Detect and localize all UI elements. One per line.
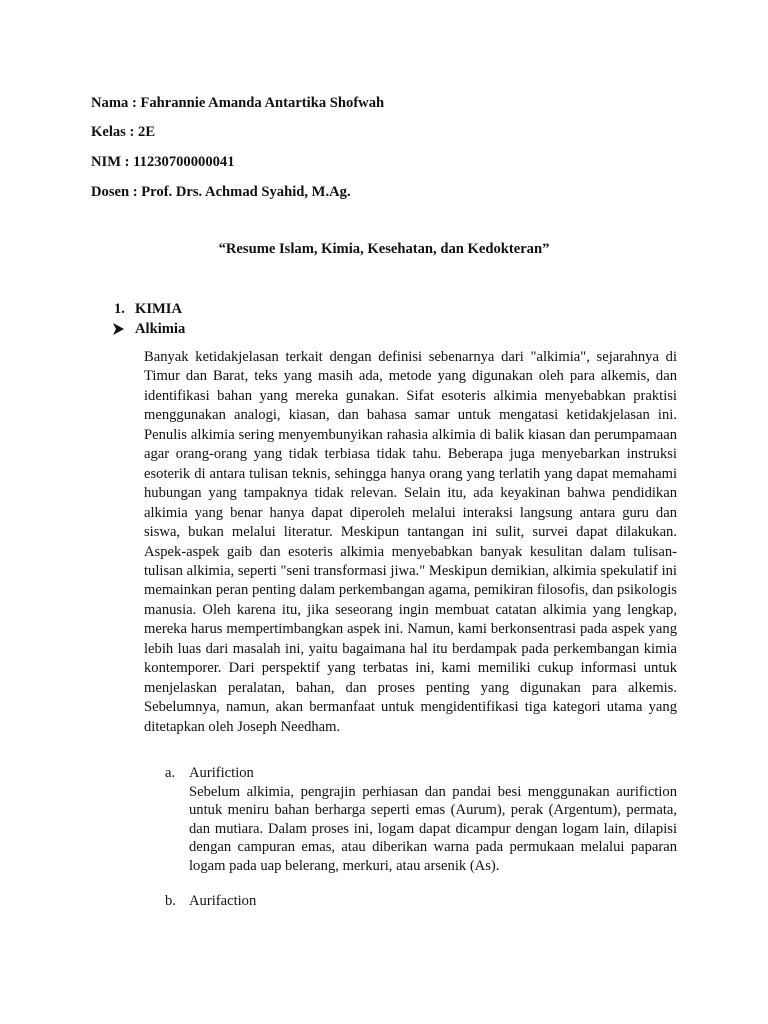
student-class: Kelas : 2E — [91, 124, 156, 140]
subsection-paragraph: Banyak ketidakjelasan terkait dengan definisi sebenarnya dari "alkimia", sejarahnya di Timur dan Barat, teks yang masih ada, metode yang digunakan oleh para alkemis, dan identifikasi bahan yang mereka gunakan. Sifat esoteris alkimia menyebabkan praktisi menggunakan analogi, kiasan, dan bahasa samar untuk mengatasi ketidakjelasan ini. Penulis alkimia sering menyembunyikan rahasia alkimia di balik kiasan dan perumpamaan agar orang-orang yang tidak terbiasa tidak tahu. Beberapa juga menyebarkan instruksi esoterik di antara tulisan teknis, sehingga hanya orang yang terlatih yang dapat memahami hubungan yang tampaknya tidak relevan. Selain itu, ada keyakinan bahwa pendidikan alkimia yang benar hanya dapat diperoleh melalui interaksi langsung antara guru dan siswa, bukan melalui literatur. Meskipun tantangan ini sulit, survei dapat dilakukan. Aspek-aspek gaib dan esoteris alkimia menyebabkan banyak kesulitan dalam tulisan-tulisan alkimia, seperti "seni transformasi jiwa." Meskipun demikian, alkimia spekulatif ini memainkan peran penting dalam perkembangan agama, pemikiran filosofis, dan psikologis manusia. Oleh karena itu, jika seseorang ingin membuat catatan alkimia yang lengkap, mereka harus mempertimbangkan aspek ini. Namun, kami berkonsentrasi pada aspek yang lebih luas dari masalah ini, yaitu bagaimana hal itu berdampak pada perkembangan kimia kontemporer. Dari perspektif yang terbatas ini, kami memiliki cukup informasi untuk menjelaskan peralatan, bahan, dan proses penting yang digunakan para alkemis. Sebelumnya, namun, akan bermanfaat untuk mengidentifikasi tiga kategori utama yang ditetapkan oleh Joseph Needham. — [144, 349, 677, 735]
lecturer-name: Dosen : Prof. Drs. Achmad Syahid, M.Ag. — [91, 184, 351, 200]
arrow-bullet-icon — [112, 320, 126, 338]
list-item-letter: a. — [165, 765, 176, 781]
student-name: Nama : Fahrannie Amanda Antartika Shofwah — [91, 95, 385, 111]
list-item-title: Aurifaction — [189, 893, 257, 909]
list-item-letter: b. — [165, 893, 176, 909]
document-title: “Resume Islam, Kimia, Kesehatan, dan Kedokteran” — [218, 241, 550, 257]
student-nim: NIM : 11230700000041 — [91, 154, 235, 170]
list-item-title: Aurifiction — [189, 765, 254, 781]
section-title: KIMIA — [135, 301, 183, 317]
list-item-paragraph: Sebelum alkimia, pengrajin perhiasan dan pandai besi menggunakan aurifiction untuk meniru bahan berharga seperti emas (Aurum), perak (Argentum), permata, dan mutiara. Dalam proses ini, logam dapat dicampur dengan logam lain, dilapisi dengan campuran emas, atau diberikan warna pada permukaan melalui paparan logam pada uap belerang, merkuri, atau arsenik (As). — [189, 784, 677, 874]
subsection-title: Alkimia — [135, 321, 186, 337]
section-number: 1. — [114, 301, 125, 317]
